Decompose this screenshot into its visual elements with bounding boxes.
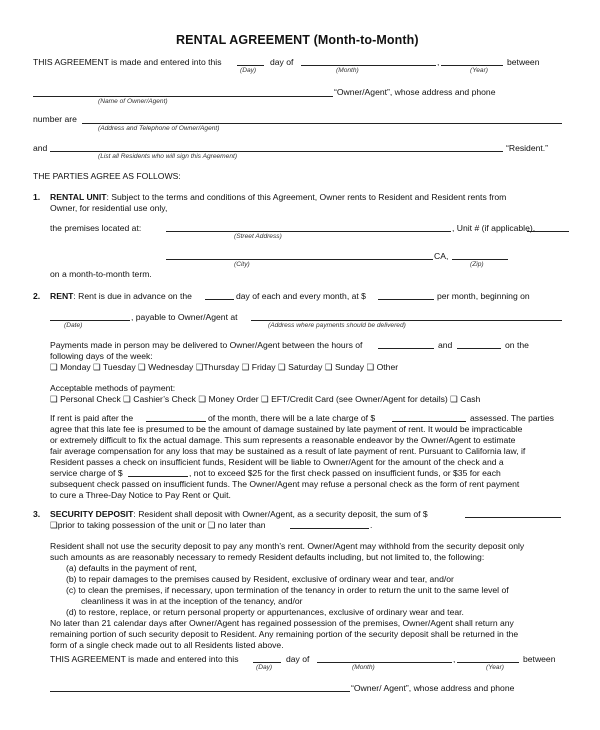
late-fee-line-4: fair average compensation for any loss that may be sustained as a result of late payment of rent. Pursuant to California law, if bbox=[50, 446, 526, 456]
item-b: (b) to repair damages to the premises caused by Resident, exclusive of ordinary wear and tear, and/or bbox=[66, 574, 454, 584]
year-caption: (Year) bbox=[470, 67, 488, 74]
item-c-line-2: cleanliness it was in at the inception of the tenancy, and/or bbox=[81, 596, 303, 606]
owner-agent-text: “Owner/Agent”, whose address and phone bbox=[334, 87, 496, 97]
intro-made-text: THIS AGREEMENT is made and entered into this bbox=[33, 57, 222, 67]
city-caption: (City) bbox=[234, 261, 250, 268]
hours-to-field-line[interactable] bbox=[457, 348, 501, 349]
section-3-heading: SECURITY DEPOSIT bbox=[50, 509, 134, 519]
late-fee-line-2: agree that this late fee is presumed to be the amount of damage sustained by late payment of rent. It would be impracticable bbox=[50, 424, 523, 434]
assessed-text: assessed. The parties bbox=[470, 413, 554, 423]
section-1-heading: RENTAL UNIT bbox=[50, 192, 107, 202]
year-field-line[interactable] bbox=[441, 65, 503, 66]
repeat-made-text: THIS AGREEMENT is made and entered into this bbox=[50, 654, 239, 664]
section-1-line-2: Owner, for residential use only, bbox=[50, 203, 168, 213]
period: . bbox=[370, 520, 373, 530]
rent-per-month-text: per month, beginning on bbox=[437, 291, 530, 301]
late-charge-text: of the month, there will be a late charge of $ bbox=[208, 413, 376, 423]
street-address-field-line[interactable] bbox=[166, 231, 451, 232]
repeat-owner-agent-text: “Owner/ Agent”, whose address and phone bbox=[351, 683, 515, 693]
late-fee-line-3: or extremely difficult to fix the actual damage. This sum represents a reasonable endeavor by the Owner/Agent to estimate bbox=[50, 435, 516, 445]
late-fee-line-8: to cure a Three-Day Notice to Pay Rent or Quit. bbox=[50, 490, 231, 500]
repeat-month-field-line[interactable] bbox=[317, 662, 452, 663]
days-checkboxes[interactable]: ❑ Monday ❑ Tuesday ❑ Wednesday ❑Thursday ❑ Friday ❑ Saturday ❑ Sunday ❑ Other bbox=[50, 362, 399, 372]
section-2-line-1a bbox=[50, 292, 192, 301]
payment-hours-text: Payments made in person may be delivered to Owner/Agent between the hours of bbox=[50, 340, 363, 350]
ca-label: CA, bbox=[434, 251, 449, 261]
deposit-paragraph-line-1: Resident shall not use the security deposit to pay any month’s rent. Owner/Agent may withhold from the security deposit only bbox=[50, 541, 525, 551]
deposit-date-field-line[interactable] bbox=[290, 528, 369, 529]
on-the-text: on the bbox=[505, 340, 529, 350]
repeat-year-caption: (Year) bbox=[486, 664, 504, 671]
comma: , bbox=[437, 57, 440, 67]
late-day-field-line[interactable] bbox=[146, 421, 206, 422]
item-a: (a) defaults in the payment of rent, bbox=[66, 563, 197, 573]
section-2-number: 2. bbox=[33, 291, 41, 301]
late-fee-line-7: subsequent check passed on insufficient funds. The Owner/Agent may refuse a personal check as the form of rent payment bbox=[50, 479, 520, 489]
payment-address-caption: (Address where payments should be delivered) bbox=[268, 322, 406, 329]
service-charge-field-line[interactable] bbox=[128, 476, 188, 477]
payment-address-field-line[interactable] bbox=[251, 320, 562, 321]
section-3-line-1 bbox=[50, 510, 428, 519]
hours-from-field-line[interactable] bbox=[378, 348, 434, 349]
service-charge-limit-text: , not to exceed $25 for the first check passed on insufficient funds, or $35 for each bbox=[189, 468, 501, 478]
rent-amount-field-line[interactable] bbox=[378, 299, 434, 300]
parties-heading: THE PARTIES AGREE AS FOLLOWS: bbox=[33, 171, 181, 181]
owner-name-field-line[interactable] bbox=[33, 96, 333, 97]
owner-name-caption: (Name of Owner/Agent) bbox=[98, 98, 168, 105]
city-field-line[interactable] bbox=[166, 259, 433, 260]
hours-and-text: and bbox=[438, 340, 453, 350]
date-caption: (Date) bbox=[64, 322, 83, 329]
repeat-day-caption: (Day) bbox=[256, 664, 273, 671]
repeat-month-caption: (Month) bbox=[352, 664, 375, 671]
section-1-line-1 bbox=[50, 193, 506, 202]
zip-caption: (Zip) bbox=[470, 261, 484, 268]
late-fee-line-5: Resident passes a check on insufficient funds, Resident will be liable to Owner/Agent for the amount of the check and a bbox=[50, 457, 504, 467]
street-caption: (Street Address) bbox=[234, 233, 282, 240]
day-caption: (Day) bbox=[240, 67, 257, 74]
repeat-year-field-line[interactable] bbox=[457, 662, 519, 663]
section-1-text: : Subject to the terms and conditions of this Agreement, Owner rents to Resident and Resident rents from bbox=[106, 192, 507, 202]
repeat-day-field-line[interactable] bbox=[253, 662, 281, 663]
number-are-text: number are bbox=[33, 114, 77, 124]
security-deposit-text: : Resident shall deposit with Owner/Agent, as a security deposit, the sum of $ bbox=[133, 509, 428, 519]
month-caption: (Month) bbox=[336, 67, 359, 74]
residents-caption: (List all Residents who will sign this Agreement) bbox=[98, 153, 238, 160]
deposit-paragraph-line-2: such amounts as are reasonably necessary to remedy Resident defaults including, but not limited to, the following: bbox=[50, 552, 485, 562]
intro-between: between bbox=[507, 57, 540, 67]
repeat-between: between bbox=[523, 654, 556, 664]
deposit-amount-field-line[interactable] bbox=[465, 517, 561, 518]
residents-field-line[interactable] bbox=[50, 151, 503, 152]
section-2-heading: RENT bbox=[50, 291, 74, 301]
unit-field-line[interactable] bbox=[527, 231, 569, 232]
month-field-line[interactable] bbox=[301, 65, 436, 66]
intro-day-of: day of bbox=[270, 57, 294, 67]
zip-field-line[interactable] bbox=[452, 259, 508, 260]
repeat-owner-name-field-line[interactable] bbox=[50, 691, 350, 692]
item-d: (d) to restore, replace, or return personal property or appurtenances, exclusive of ordinary wear and tear. bbox=[66, 607, 464, 617]
owner-address-field-line[interactable] bbox=[82, 123, 562, 124]
payment-methods-checkboxes[interactable]: ❑ Personal Check ❑ Cashier’s Check ❑ Money Order ❑ EFT/Credit Card (see Owner/Agent for details) ❑ Cash bbox=[50, 394, 481, 404]
repeat-comma: , bbox=[453, 654, 456, 664]
resident-text: “Resident.” bbox=[506, 143, 549, 153]
item-c-line-1: (c) to clean the premises, if necessary, upon termination of the tenancy in order to return the unit to the same level of bbox=[66, 585, 509, 595]
rent-due-text: : Rent is due in advance on the bbox=[73, 291, 192, 301]
section-1-number: 1. bbox=[33, 192, 41, 202]
term-text: on a month-to-month term. bbox=[50, 269, 152, 279]
return-paragraph-line-2: remaining portion of such security deposit to Resident. Any remaining portion of the security deposit shall be returned in the bbox=[50, 629, 519, 639]
service-charge-text: service charge of $ bbox=[50, 468, 123, 478]
following-days-text: following days of the week: bbox=[50, 351, 153, 361]
late-charge-field-line[interactable] bbox=[392, 421, 466, 422]
premises-label: the premises located at: bbox=[50, 223, 142, 233]
return-paragraph-line-3: form of a single check made out to all Residents listed above. bbox=[50, 640, 284, 650]
payable-text: , payable to Owner/Agent at bbox=[131, 312, 238, 322]
page-title: RENTAL AGREEMENT (Month-to-Month) bbox=[176, 33, 419, 47]
and-text: and bbox=[33, 143, 48, 153]
rent-start-date-field-line[interactable] bbox=[50, 320, 130, 321]
section-3-number: 3. bbox=[33, 509, 41, 519]
rent-day-field-line[interactable] bbox=[205, 299, 234, 300]
owner-address-caption: (Address and Telephone of Owner/Agent) bbox=[98, 125, 220, 132]
rent-day-text: day of each and every month, at $ bbox=[236, 291, 366, 301]
day-field-line[interactable] bbox=[237, 65, 264, 66]
late-paid-after-text: If rent is paid after the bbox=[50, 413, 134, 423]
payment-methods-label: Acceptable methods of payment: bbox=[50, 383, 176, 393]
deposit-timing-checkboxes[interactable]: ❑prior to taking possession of the unit or ❑ no later than bbox=[50, 520, 266, 530]
unit-label: , Unit # (if applicable), bbox=[452, 223, 536, 233]
return-paragraph-line-1: No later than 21 calendar days after Owner/Agent has regained possession of the premises, Owner/Agent shall return any bbox=[50, 618, 514, 628]
repeat-day-of: day of bbox=[286, 654, 310, 664]
